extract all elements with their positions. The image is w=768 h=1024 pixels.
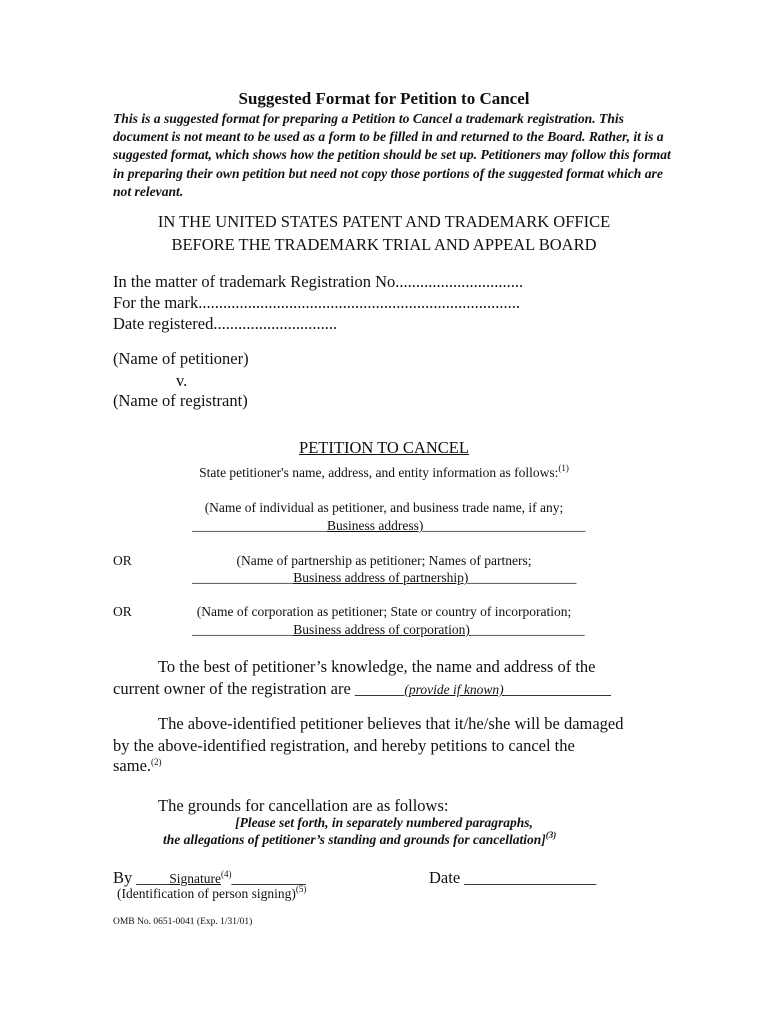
corporation-address-line: _______________Business address of corporation)_________________ [192, 622, 585, 637]
registrant-name: (Name of registrant) [113, 391, 248, 410]
or-label-2: OR [113, 604, 132, 619]
date-field: Date ________________ [429, 868, 597, 887]
petition-heading: PETITION TO CANCEL [299, 438, 469, 457]
partnership-address-line: _______________Business address of partnership)________________ [192, 570, 577, 585]
footnote-ref-1: (1) [558, 463, 569, 473]
damage-line-1: The above-identified petitioner believes that it/he/she will be damaged [158, 714, 624, 733]
individual-address-line: ____________________Business address)________________________ [192, 518, 586, 533]
damage-line-2: by the above-identified registration, and hereby petitions to cancel the [113, 736, 575, 755]
court-line-1: IN THE UNITED STATES PATENT AND TRADEMARK OFFICE [157, 212, 611, 231]
individual-name-line: (Name of individual as petitioner, and business trade name, if any; [204, 500, 564, 515]
footnote-ref-3: (3) [545, 830, 557, 840]
signature-line: By ____Signature$^{(4)}$_________ [113, 868, 306, 887]
intro-note: This is a suggested format for preparing a Petition to Cancel a trademark registration. This document is not meant to be used as a form to be filled in and returned to the Board. Rather, it is a suggested format, which shows how the petition should be set up. Petitioners may follow this format in preparing their own petition but need not copy those portions of the suggested format which are not relevant. [113, 111, 671, 199]
footnote-ref-5: (5) [295, 884, 307, 894]
entity-instruction: State petitioner's name, address, and entity information as follows:$^{(1)}$ [199, 463, 569, 480]
signer-identification: (Identification of person signing)$^{(5)}$ [117, 884, 307, 901]
date-registered-line: Date registered.............................. [113, 314, 338, 333]
court-line-2: BEFORE THE TRADEMARK TRIAL AND APPEAL BOARD [171, 235, 597, 254]
registration-number-line: In the matter of trademark Registration No............................... [113, 272, 524, 291]
versus-label: v. [176, 371, 188, 390]
owner-line-2: current owner of the registration are ______(provide if known)_____________ [113, 679, 611, 698]
damage-line-3: same.$^{(2)}$ [113, 756, 162, 775]
partnership-name-line: (Name of partnership as petitioner; Names of partners; [236, 553, 532, 568]
mark-line: For the mark.............................................................................. [113, 293, 520, 312]
omb-footer: OMB No. 0651-0041 (Exp. 1/31/01) [113, 917, 253, 927]
grounds-instruction-2: the allegations of petitioner’s standing and grounds for cancellation]$^{(3)}$ [163, 830, 557, 847]
footnote-ref-4: (4) [221, 869, 232, 879]
signature-field: Signature [169, 871, 222, 886]
grounds-instruction-1: [Please set forth, in separately numbered paragraphs, [235, 815, 533, 830]
petitioner-name: (Name of petitioner) [113, 349, 249, 368]
footnote-ref-2: (2) [151, 757, 162, 767]
corporation-name-line: (Name of corporation as petitioner; State or country of incorporation; [196, 604, 572, 619]
owner-line-1: To the best of petitioner’s knowledge, the name and address of the [158, 657, 596, 676]
document-title: Suggested Format for Petition to Cancel [238, 89, 530, 108]
grounds-intro: The grounds for cancellation are as follows: [158, 796, 449, 815]
or-label-1: OR [113, 553, 132, 568]
